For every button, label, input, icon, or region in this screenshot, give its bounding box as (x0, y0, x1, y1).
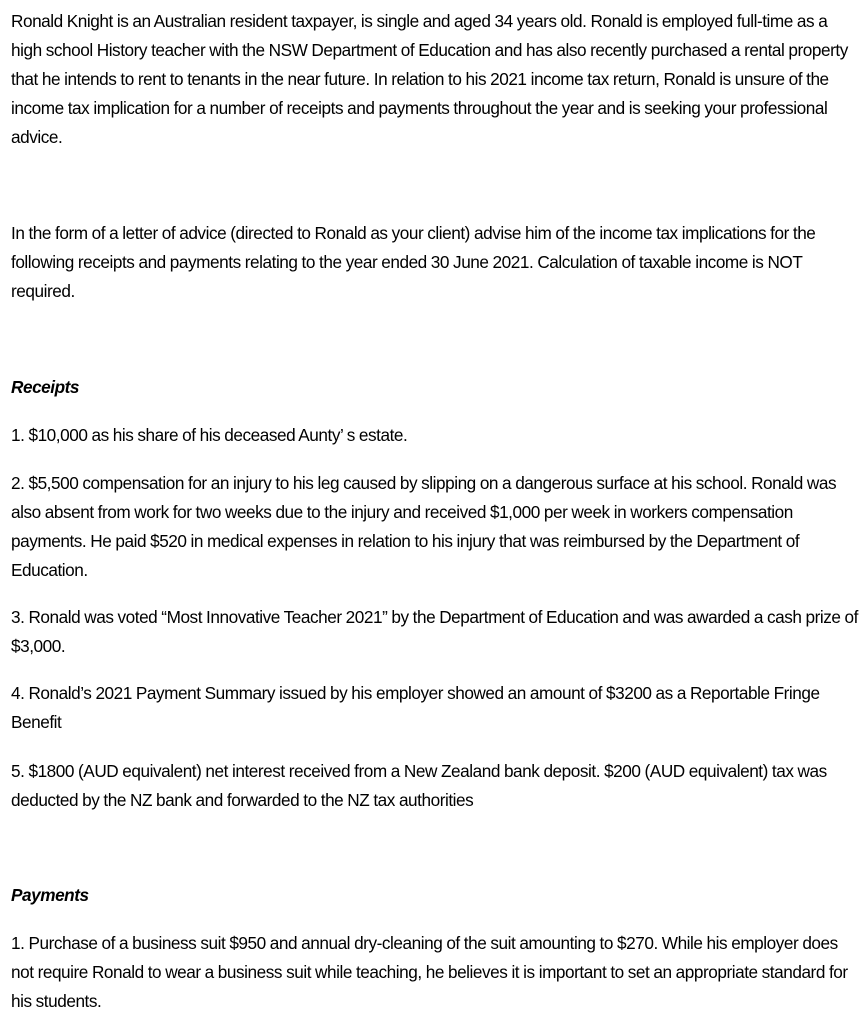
payments-heading: Payments (11, 885, 89, 905)
receipt-item-4: 4. Ronald’s 2021 Payment Summary issued by his employer showed an amount of $3200 as a Reportable Fringe Benefit (11, 683, 820, 732)
receipt-item-3: 3. Ronald was voted “Most Innovative Teacher 2021” by the Department of Education and was awarded a cash prize of $3,000. (11, 607, 858, 656)
payment-item-1: 1. Purchase of a business suit $950 and annual dry-cleaning of the suit amounting to $270. While his employer does not require Ronald to wear a business suit while teaching, he believes it is important to set an appropriate standard for his students. (11, 933, 848, 1011)
intro-paragraph-background: Ronald Knight is an Australian resident taxpayer, is single and aged 34 years old. Ronald is employed full-time as a high school History teacher with the NSW Department of Education and has also recently purchased a rental property that he intends to rent to tenants in the near future. In relation to his 2021 income tax return, Ronald is unsure of the income tax implication for a number of receipts and payments throughout the year and is seeking your professional advice. (11, 11, 848, 147)
receipt-item-1: 1. $10,000 as his share of his deceased Aunty’ s estate. (11, 425, 408, 445)
receipt-item-5: 5. $1800 (AUD equivalent) net interest received from a New Zealand bank deposit. $200 (AUD equivalent) tax was deducted by the NZ bank and forwarded to the NZ tax authorities (11, 761, 827, 810)
receipts-heading: Receipts (11, 377, 80, 397)
intro-paragraph-instructions: In the form of a letter of advice (directed to Ronald as your client) advise him of the income tax implications for the following receipts and payments relating to the year ended 30 June 2021. Calculation of taxable income is NOT required. (11, 223, 816, 301)
receipt-item-2: 2. $5,500 compensation for an injury to his leg caused by slipping on a dangerous surface at his school. Ronald was also absent from work for two weeks due to the injury and received $1,000 per week in workers compensation payments. He paid $520 in medical expenses in relation to his injury that was reimbursed by the Department of Education. (11, 473, 837, 580)
